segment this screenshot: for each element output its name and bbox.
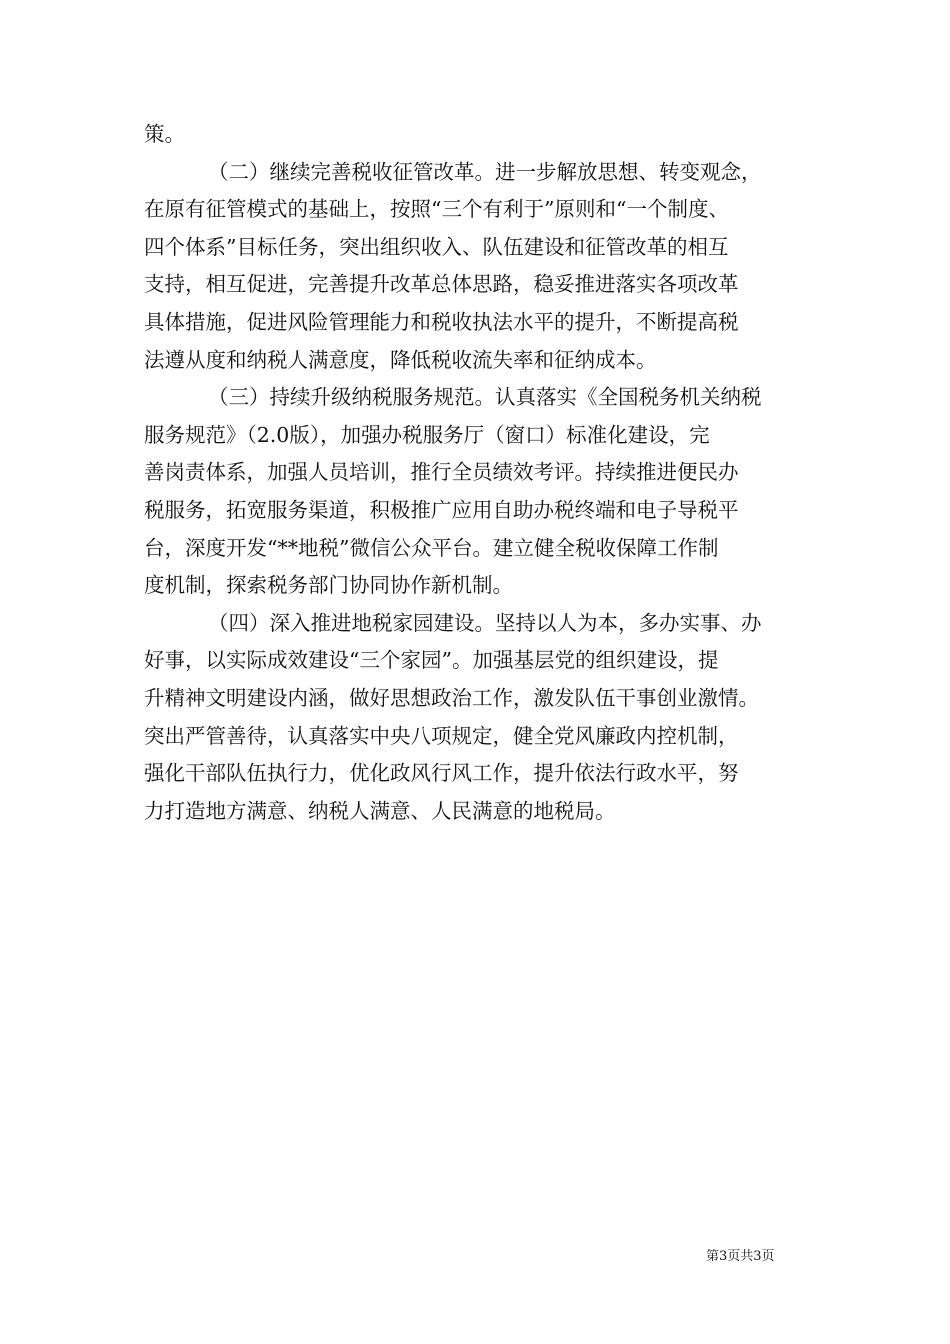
text-line: 支持，相互促进，完善提升改革总体思路，稳妥推进落实各项改革: [144, 272, 739, 297]
text-line: 力打造地方满意、纳税人满意、人民满意的地税局。: [144, 798, 616, 823]
text-line: （三）持续升级纳税服务规范。认真落实《全国税务机关纳税: [208, 385, 762, 410]
text-line: 突出严管善待，认真落实中央八项规定，健全党风廉政内控机制，: [144, 723, 739, 748]
text-line: 台，深度开发“**地税”微信公众平台。建立健全税收保障工作制: [144, 535, 719, 560]
text-line: 善岗责体系，加强人员培训，推行全员绩效考评。持续推进便民办: [144, 460, 739, 485]
text-line: 税服务，拓宽服务渠道，积极推广应用自助办税终端和电子导税平: [144, 497, 739, 522]
text-line: 策。: [144, 122, 185, 146]
text-line: （四）深入推进地税家园建设。坚持以人为本，多办实事、办: [208, 610, 762, 635]
document-body: [144, 116, 814, 830]
text-line: 四个体系”目标任务，突出组织收入、队伍建设和征管改革的相互: [144, 234, 729, 259]
text-line: 好事，以实际成效建设“三个家园”。加强基层党的组织建设，提: [144, 648, 719, 673]
text-line: 法遵从度和纳税人满意度，降低税收流失率和征纳成本。: [144, 347, 657, 372]
text-line: 度机制，探索税务部门协同协作新机制。: [144, 573, 513, 598]
text-line: 强化干部队伍执行力，优化政风行风工作，提升依法行政水平，努: [144, 761, 739, 786]
page-number-footer: 第3页共3页: [706, 1249, 775, 1264]
text-line: 在原有征管模式的基础上，按照“三个有利于”原则和“一个制度、: [144, 197, 729, 222]
text-line: 服务规范》（2.0版），加强办税服务厅（窗口）标准化建设，完: [144, 422, 710, 447]
text-line: 具体措施，促进风险管理能力和税收执法水平的提升，不断提高税: [144, 309, 739, 334]
text-line: 升精神文明建设内涵，做好思想政治工作，激发队伍干事创业激情。: [144, 685, 759, 710]
text-line: （二）继续完善税收征管改革。进一步解放思想、转变观念，: [208, 159, 762, 184]
